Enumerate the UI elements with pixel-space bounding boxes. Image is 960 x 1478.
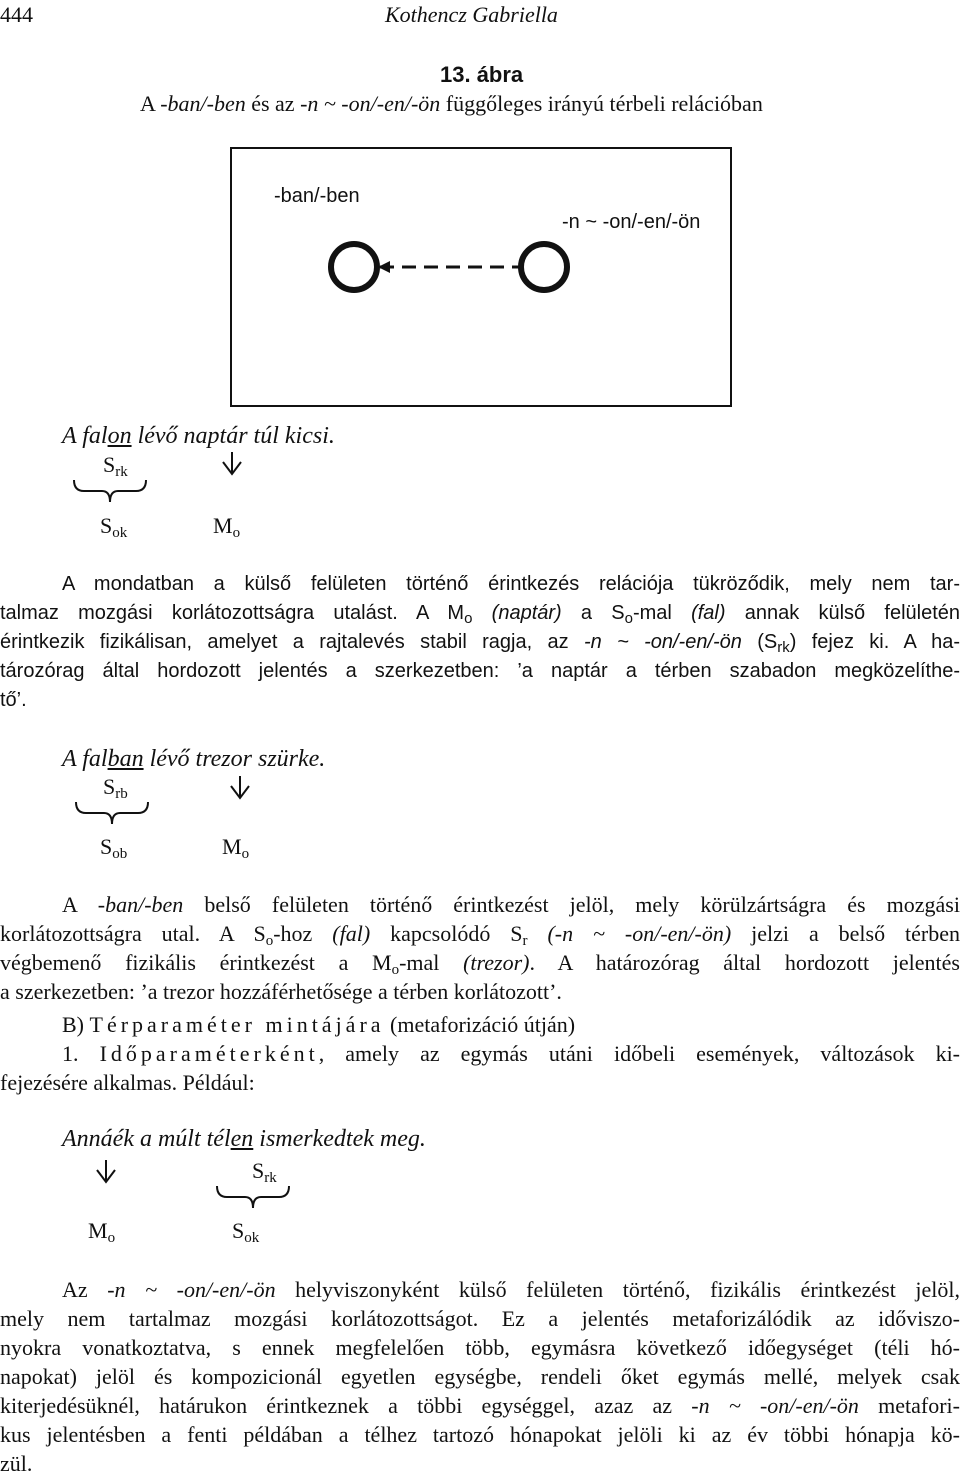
example-2-brace-icon: [72, 800, 152, 828]
example-2-label-srb: $S_{rb}$: [103, 774, 128, 802]
example-2-label-mo: $M_o$: [222, 834, 250, 862]
paragraph-2: A -ban/-ben belső felületen történő érintkezést jelöl, mely körülzártságra és mozgási korlátozottságra utal. A $S_o$-hoz (fal) kapcsolódó $S_r$ (-n ~ -on/-en/-ön) jelzi a belső térben végbemenő fizikális érintkezést a $M_o$-mal (trezor). A határozórag által hordozott jelentés a szerkezetben: ’a trezor hozzáférhetősége a térben korlátozott’.: [0, 892, 960, 1004]
label-n-on-en-on: -n ~ -on/-en/-ön: [562, 211, 701, 233]
figure-diagram: [230, 147, 732, 407]
example-3-label-sok: $S_{ok}$: [232, 1218, 260, 1246]
page-number: 444: [0, 2, 33, 27]
example-3-brace-icon: [213, 1184, 293, 1212]
example-2-sentence: A falban lévő trezor szürke.: [62, 746, 326, 772]
outer-circle: [521, 244, 567, 290]
example-3-sentence: Annáék a múlt télen ismerkedtek meg.: [62, 1126, 426, 1152]
example-1-brace-icon: [70, 478, 150, 506]
inner-circle: [331, 244, 377, 290]
paragraph-1: A mondatban a külső felületen történő érintkezés relációja tükröződik, mely nem tar- talmaz mozgási korlátozottságra utalást. A $M_o$ (naptár) a $S_o$-mal (fal) annak külső felületén érintkezik fizikálisan, amelyet a rajtalevés stabil ragja, az -n ~ -on/-en/-ön $(S_{rk})$ fejez ki. A ha- tározórag által hordozott jelentés a szerkezetben: ’a naptár a térben szabadon megközelíthe- tő’.: [0, 573, 960, 711]
label-ban-ben: -ban/-ben: [274, 185, 360, 207]
figure-number: 13. ábra: [440, 62, 524, 87]
paragraph-3: Az -n ~ -on/-en/-ön helyviszonyként külső felületen történő, fizikális érintkezést jelöl, mely nem tartalmaz mozgási korlátozottságot. Ez a jelentés metaforizálódik az időviszo- nyokra vonatkoztatva, s ennek megfelelően több, egymásra következő időegységet (téli hó- napokat) jelöl és kompozicionál egyetlen egységbe, rendeli őket egymás mellé, melyek csak kiterjedésüknél, határukon érintkeznek a többi egységgel, azaz az -n ~ -on/-en/-ön metafori- kus jelentésben a fenti példában a télhez tartozó hónapokat jelöli ki az év többi hónapja kö- zül.: [0, 1277, 960, 1476]
example-3-label-srk: $S_{rk}$: [252, 1158, 277, 1186]
figure-caption: A -ban/-ben és az -n ~ -on/-en/-ön függőleges irányú térbeli relációban: [140, 91, 763, 116]
example-1-sentence: A falon lévő naptár túl kicsi.: [62, 423, 335, 449]
section-heading: B) Térparaméter mintájára (metaforizáció útján) 1. Időparaméterként, amely az egymás utáni időbeli események, változások ki- fejezésére alkalmas. Például:: [0, 1012, 960, 1095]
example-1-label-sok: $S_{ok}$: [100, 513, 128, 541]
example-2-down-arrow-icon: [228, 774, 252, 800]
arrowhead: [378, 261, 390, 273]
example-1-down-arrow-icon: [220, 450, 244, 476]
example-3-label-mo: $M_o$: [88, 1218, 116, 1246]
example-2-label-sob: $S_{ob}$: [100, 834, 128, 862]
running-head-author: Kothencz Gabriella: [385, 2, 558, 27]
example-1-label-srk: $S_{rk}$: [103, 452, 128, 480]
example-3-down-arrow-icon: [94, 1158, 118, 1184]
relation-diagram: [230, 147, 732, 407]
example-1-label-mo: $M_o$: [213, 513, 241, 541]
